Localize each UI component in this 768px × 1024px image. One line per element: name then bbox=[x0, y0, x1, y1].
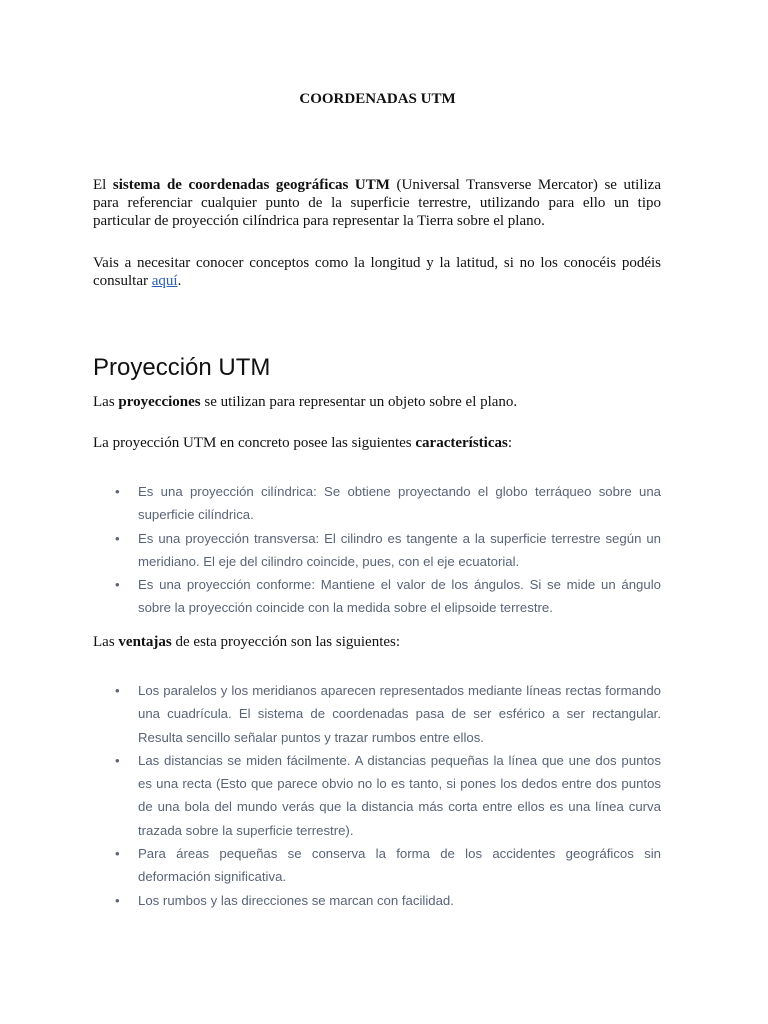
intro-suffix: (Universal Transverse Mercator) se utiliza para referenciar cualquier punto de la superficie terrestre, utilizando para ello un tipo particular de proyección cilíndrica para representar la Tierra sobre el plano. bbox=[93, 177, 661, 229]
list-item bbox=[93, 573, 661, 620]
projections-suffix: se utilizan para representar un objeto sobre el plano. bbox=[200, 394, 518, 410]
bullet-icon: • bbox=[115, 752, 120, 768]
section-heading: Proyección UTM bbox=[93, 354, 271, 381]
features-list bbox=[93, 480, 661, 620]
concepts-text: Vais a necesitar conocer conceptos como la longitud y la latitud, si no los conocéis podéis consultar bbox=[93, 255, 661, 289]
list-item-text: Las distancias se miden fácilmente. A distancias pequeñas la línea que une dos puntos es una recta (Esto que parece obvio no lo es tanto, si pones los dedos entre dos puntos de una bola del mundo verás que la distancia más corta entre ellos es una línea curva trazada sobre la superficie terrestre). bbox=[138, 752, 661, 838]
intro-bold-term: sistema de coordenadas geográficas UTM bbox=[112, 177, 390, 193]
list-item-text: Para áreas pequeñas se conserva la forma de los accidentes geográficos sin deformación significativa. bbox=[138, 846, 661, 885]
projections-paragraph bbox=[93, 393, 661, 411]
intro-paragraph bbox=[93, 176, 661, 230]
projections-prefix: Las bbox=[93, 394, 119, 410]
advantages-suffix: de esta proyección son las siguientes: bbox=[171, 634, 401, 650]
list-item-text: Es una proyección transversa: El cilindro es tangente a la superficie terrestre según un meridiano. El eje del cilindro coincide, pues, con el eje ecuatorial. bbox=[138, 530, 661, 569]
characteristics-bold-term: características bbox=[415, 435, 508, 451]
characteristics-paragraph bbox=[93, 434, 661, 452]
list-item bbox=[93, 480, 661, 527]
advantages-bold-term: ventajas bbox=[118, 634, 172, 650]
bullet-icon: • bbox=[115, 577, 120, 593]
list-item-text: Los rumbos y las direcciones se marcan con facilidad. bbox=[138, 892, 454, 908]
characteristics-suffix: : bbox=[507, 435, 513, 451]
list-item bbox=[93, 527, 661, 574]
advantages-prefix: Las bbox=[93, 634, 119, 650]
concepts-end: . bbox=[177, 273, 182, 289]
concepts-link[interactable]: aquí bbox=[151, 273, 178, 289]
list-item-text: Es una proyección cilíndrica: Se obtiene proyectando el globo terráqueo sobre una superficie cilíndrica. bbox=[138, 484, 661, 523]
list-item bbox=[93, 679, 661, 749]
list-item-text: Los paralelos y los meridianos aparecen representados mediante líneas rectas formando una cuadrícula. El sistema de coordenadas pasa de ser esférico a ser rectangular. Resulta sencillo señalar puntos y trazar rumbos entre ellos. bbox=[138, 683, 661, 745]
list-item bbox=[93, 889, 661, 912]
bullet-icon: • bbox=[115, 530, 120, 546]
concepts-paragraph bbox=[93, 254, 661, 290]
bullet-icon: • bbox=[115, 892, 120, 908]
bullet-icon: • bbox=[115, 846, 120, 862]
bullet-icon: • bbox=[115, 683, 120, 698]
document-title: COORDENADAS UTM bbox=[299, 91, 456, 107]
list-item bbox=[93, 842, 661, 889]
projections-bold-term: proyecciones bbox=[118, 394, 201, 410]
intro-prefix: El bbox=[93, 177, 113, 193]
list-item bbox=[93, 749, 661, 842]
characteristics-prefix: La proyección UTM en concreto posee las siguientes bbox=[93, 435, 416, 451]
advantages-list bbox=[93, 679, 661, 912]
bullet-icon: • bbox=[115, 484, 120, 499]
advantages-paragraph bbox=[93, 633, 661, 651]
list-item-text: Es una proyección conforme: Mantiene el valor de los ángulos. Si se mide un ángulo sobre la proyección coincide con la medida sobre el elipsoide terrestre. bbox=[138, 577, 661, 616]
